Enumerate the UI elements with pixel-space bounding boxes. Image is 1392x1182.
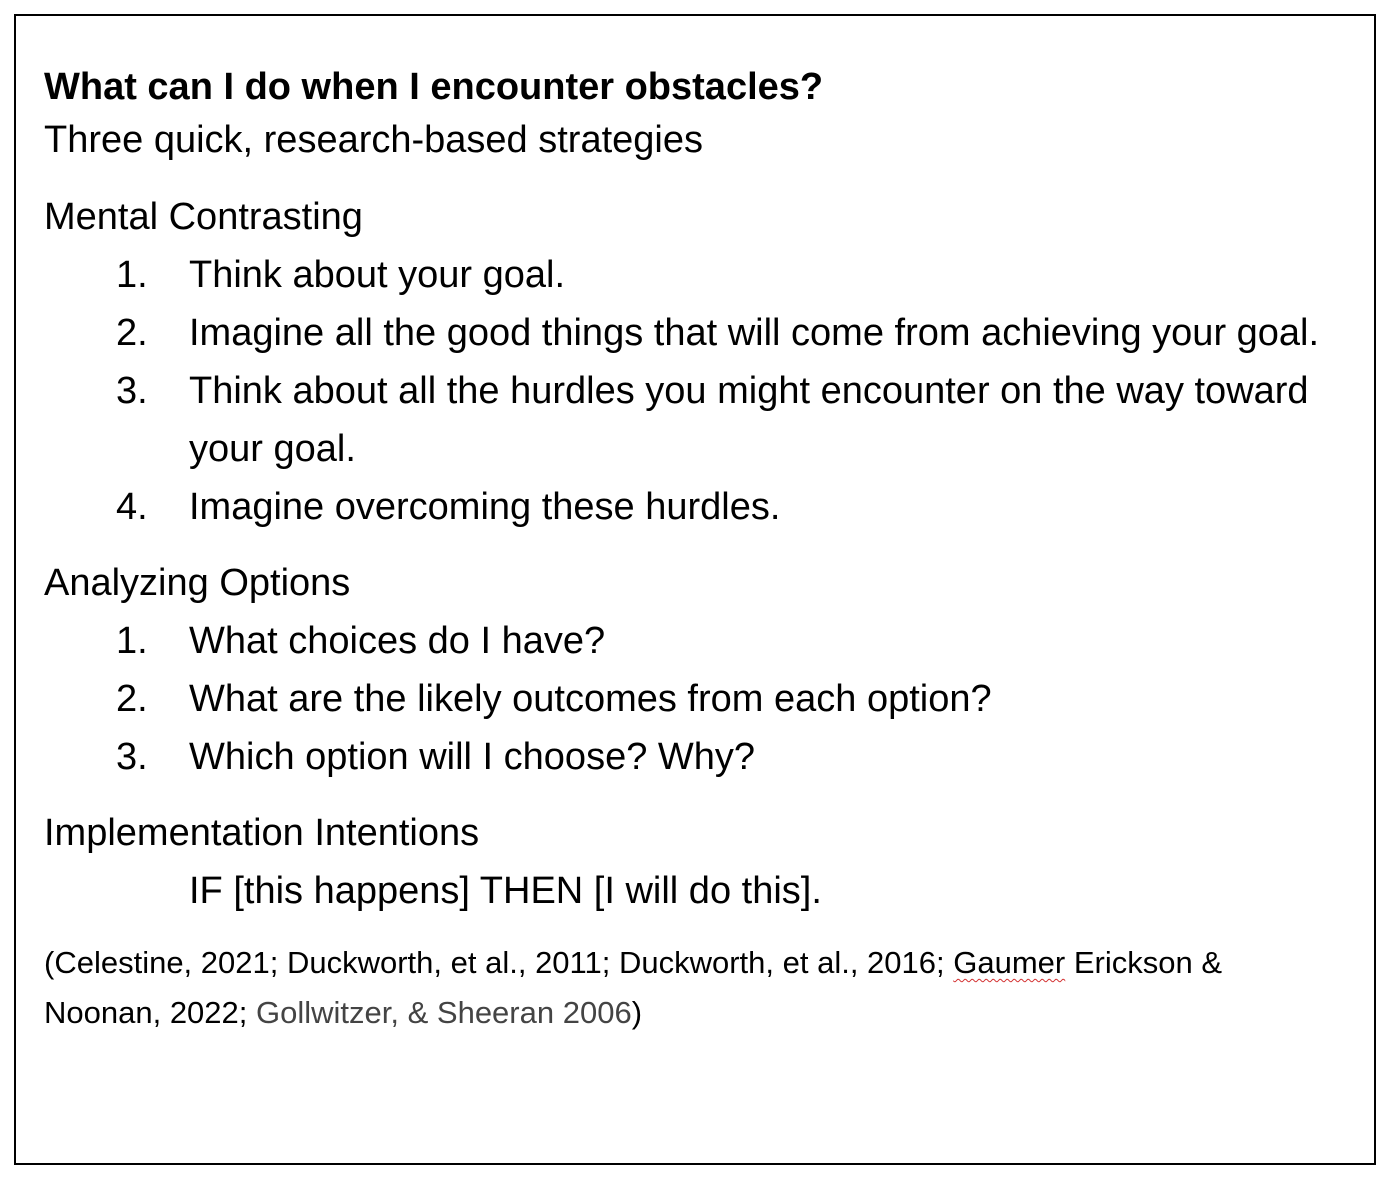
section-heading: Analyzing Options xyxy=(44,562,351,604)
section-analyzing-options xyxy=(44,554,1344,786)
list-text: What choices do I have? xyxy=(189,620,606,662)
list-text: Imagine overcoming these hurdles. xyxy=(189,486,781,528)
list-item xyxy=(44,728,1344,786)
list-item xyxy=(44,670,1344,728)
list-number: 2. xyxy=(116,678,148,720)
citation xyxy=(44,938,1274,1038)
list-item xyxy=(44,246,1344,304)
list-text: What are the likely outcomes from each option? xyxy=(189,678,992,720)
if-then-formula: IF [this happens] THEN [I will do this]. xyxy=(189,870,822,912)
list-number: 1. xyxy=(116,620,148,662)
citation-part: ) xyxy=(631,995,643,1030)
list-text: Think about all the hurdles you might encounter on the way toward your goal. xyxy=(189,370,1309,470)
spellcheck-flagged-word: Gaumer xyxy=(953,945,1066,980)
citation-part: Erickson & Noonan, 2022; xyxy=(44,945,1222,1030)
list-number: 3. xyxy=(116,370,148,412)
section-implementation-intentions xyxy=(44,804,1344,920)
list-number: 2. xyxy=(116,312,148,354)
list-number: 3. xyxy=(116,736,148,778)
list-item xyxy=(44,304,1344,362)
list-text: Which option will I choose? Why? xyxy=(189,736,756,778)
citation-part: (Celestine, 2021; Duckworth, et al., 2011; Duckworth, et al., 2016; xyxy=(44,945,954,980)
list-number: 4. xyxy=(116,486,148,528)
list-number: 1. xyxy=(116,254,148,296)
document-subtitle: Three quick, research-based strategies xyxy=(44,119,703,161)
section-heading: Implementation Intentions xyxy=(44,812,480,854)
citation-part-muted: Gollwitzer, & Sheeran 2006 xyxy=(256,995,632,1030)
section-heading: Mental Contrasting xyxy=(44,196,363,238)
document-title: What can I do when I encounter obstacles? xyxy=(44,66,824,108)
section-mental-contrasting xyxy=(44,188,1344,536)
list-item xyxy=(44,612,1344,670)
list-text: Imagine all the good things that will come from achieving your goal. xyxy=(189,312,1320,354)
steps-list xyxy=(44,612,1344,786)
document-content xyxy=(44,62,1344,1038)
list-text: Think about your goal. xyxy=(189,254,566,296)
steps-list xyxy=(44,246,1344,536)
list-item xyxy=(44,362,1344,478)
list-item xyxy=(44,478,1344,536)
